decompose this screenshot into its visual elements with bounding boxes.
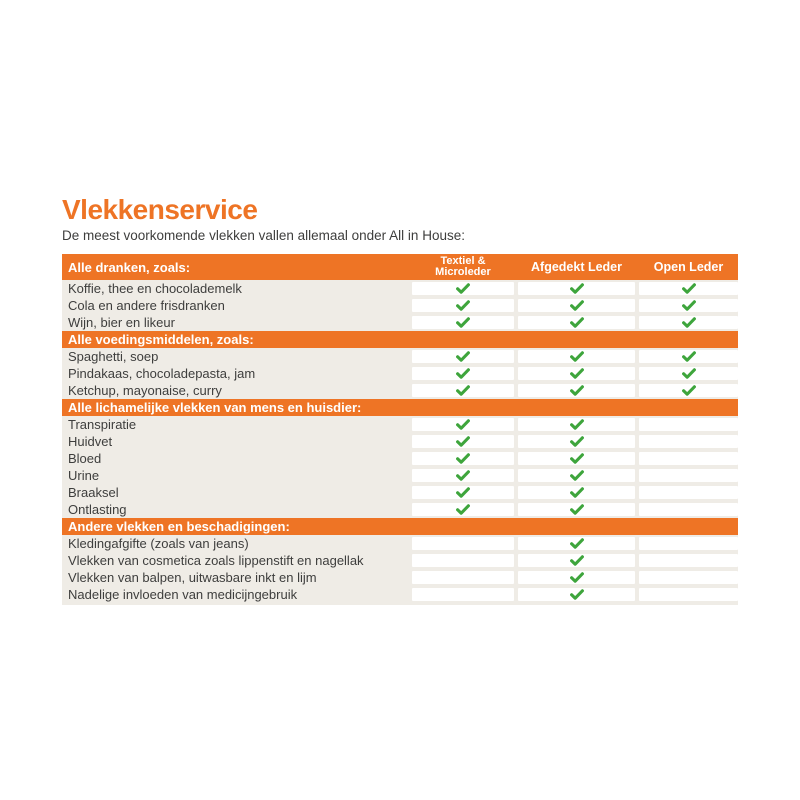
section-header-alle-dranken: Alle dranken, zoals: [68,259,191,275]
check-cell-checked [518,452,635,465]
check-cell-checked [639,316,738,329]
check-cell-checked [412,384,514,397]
row-label: Spaghetti, soep [68,349,159,364]
checkmark-icon [456,419,470,430]
check-cell-checked [518,299,635,312]
table-header-row [62,254,738,280]
check-cell-empty [639,435,738,448]
check-cell-checked [518,316,635,329]
check-cell-empty [639,486,738,499]
check-cell-checked [412,503,514,516]
table-row [62,569,738,586]
checkmark-icon [570,368,584,379]
check-cell-empty [412,571,514,584]
check-cell-checked [518,435,635,448]
check-cell-checked [639,282,738,295]
section-header-alle-voedingsmiddelen-zoals: Alle voedingsmiddelen, zoals: [62,331,738,348]
section-header-andere-vlekken-en-beschadigingen: Andere vlekken en beschadigingen: [62,518,738,535]
check-cell-empty [639,452,738,465]
table-row [62,552,738,569]
check-cell-checked [518,571,635,584]
row-label: Ketchup, mayonaise, curry [68,383,222,398]
row-label: Cola en andere frisdranken [68,298,225,313]
check-cell-checked [412,435,514,448]
check-cell-checked [518,486,635,499]
checkmark-icon [456,453,470,464]
check-cell-checked [639,299,738,312]
checkmark-icon [456,504,470,515]
checkmark-icon [682,283,696,294]
column-header-line: Open Leder [653,259,724,274]
check-cell-empty [639,588,738,601]
checkmark-icon [570,351,584,362]
checkmark-icon [456,385,470,396]
table-row [62,586,738,603]
check-cell-checked [412,282,514,295]
table-row [62,365,738,382]
column-header-open-leder [639,261,738,274]
row-label: Vlekken van cosmetica zoals lippenstift en nagellak [68,553,364,568]
table-row [62,416,738,433]
check-cell-empty [639,554,738,567]
row-label: Urine [68,468,100,483]
column-header-textiel-microleder [412,256,514,279]
check-cell-checked [412,486,514,499]
check-cell-checked [518,469,635,482]
row-label: Koffie, thee en chocolademelk [68,281,242,296]
checkmark-icon [570,317,584,328]
check-cell-empty [639,469,738,482]
table-row [62,535,738,552]
table-row [62,297,738,314]
check-cell-empty [639,418,738,431]
page-title: Vlekkenservice [62,194,258,225]
section-header-alle-lichamelijke-vlekken-van-mens-en-huisdier: Alle lichamelijke vlekken van mens en huisdier: [62,399,738,416]
checkmark-icon [456,283,470,294]
check-cell-checked [518,537,635,550]
row-label: Ontlasting [68,502,127,517]
column-header-line: Microleder [435,266,491,278]
check-cell-checked [518,367,635,380]
page-content [62,196,738,605]
check-cell-checked [518,384,635,397]
check-cell-empty [639,503,738,516]
checkmark-icon [570,453,584,464]
check-cell-empty [639,571,738,584]
checkmark-icon [570,487,584,498]
row-label: Bloed [68,451,102,466]
check-cell-checked [412,469,514,482]
row-label: Kledingafgifte (zoals van jeans) [68,536,249,551]
check-cell-empty [412,588,514,601]
row-label: Nadelige invloeden van medicijngebruik [68,587,298,602]
checkmark-icon [570,504,584,515]
table-row [62,484,738,501]
check-cell-checked [518,588,635,601]
checkmark-icon [682,368,696,379]
checkmark-icon [570,470,584,481]
check-cell-empty [412,537,514,550]
checkmark-icon [682,317,696,328]
table-body [62,280,738,603]
row-label: Huidvet [68,434,113,449]
checkmark-icon [456,300,470,311]
table-row [62,501,738,518]
checkmark-icon [682,300,696,311]
checkmark-icon [570,538,584,549]
table-row [62,433,738,450]
page-subtitle: De meest voorkomende vlekken vallen allemaal onder All in House: [62,228,465,243]
checkmark-icon [682,385,696,396]
checkmark-icon [456,470,470,481]
column-header-line: Afgedekt Leder [531,259,622,274]
checkmark-icon [456,317,470,328]
check-cell-checked [412,299,514,312]
row-label: Wijn, bier en likeur [68,315,175,330]
check-cell-empty [639,537,738,550]
check-cell-checked [639,367,738,380]
table-row [62,382,738,399]
checkmark-icon [570,572,584,583]
check-cell-checked [518,418,635,431]
column-header-line: Textiel & [440,254,486,267]
checkmark-icon [570,385,584,396]
checkmark-icon [570,555,584,566]
checkmark-icon [570,283,584,294]
checkmark-icon [456,436,470,447]
row-label: Pindakaas, chocoladepasta, jam [68,366,256,381]
row-label: Vlekken van balpen, uitwasbare inkt en lijm [68,570,317,585]
checkmark-icon [456,368,470,379]
table-row [62,450,738,467]
checkmark-icon [456,351,470,362]
check-cell-checked [412,418,514,431]
check-cell-checked [518,350,635,363]
check-cell-checked [518,282,635,295]
table-row [62,348,738,365]
row-label: Braaksel [68,485,119,500]
check-cell-checked [518,554,635,567]
vlekkenservice-table [62,254,738,605]
table-row [62,280,738,297]
table-row [62,467,738,484]
checkmark-icon [570,300,584,311]
check-cell-checked [518,503,635,516]
check-cell-checked [412,452,514,465]
check-cell-empty [412,554,514,567]
column-header-afgedekt-leder [518,261,635,274]
checkmark-icon [682,351,696,362]
checkmark-icon [570,436,584,447]
table-row [62,314,738,331]
check-cell-checked [639,350,738,363]
check-cell-checked [639,384,738,397]
check-cell-checked [412,316,514,329]
checkmark-icon [570,419,584,430]
row-label: Transpiratie [68,417,137,432]
checkmark-icon [456,487,470,498]
check-cell-checked [412,350,514,363]
checkmark-icon [570,589,584,600]
check-cell-checked [412,367,514,380]
